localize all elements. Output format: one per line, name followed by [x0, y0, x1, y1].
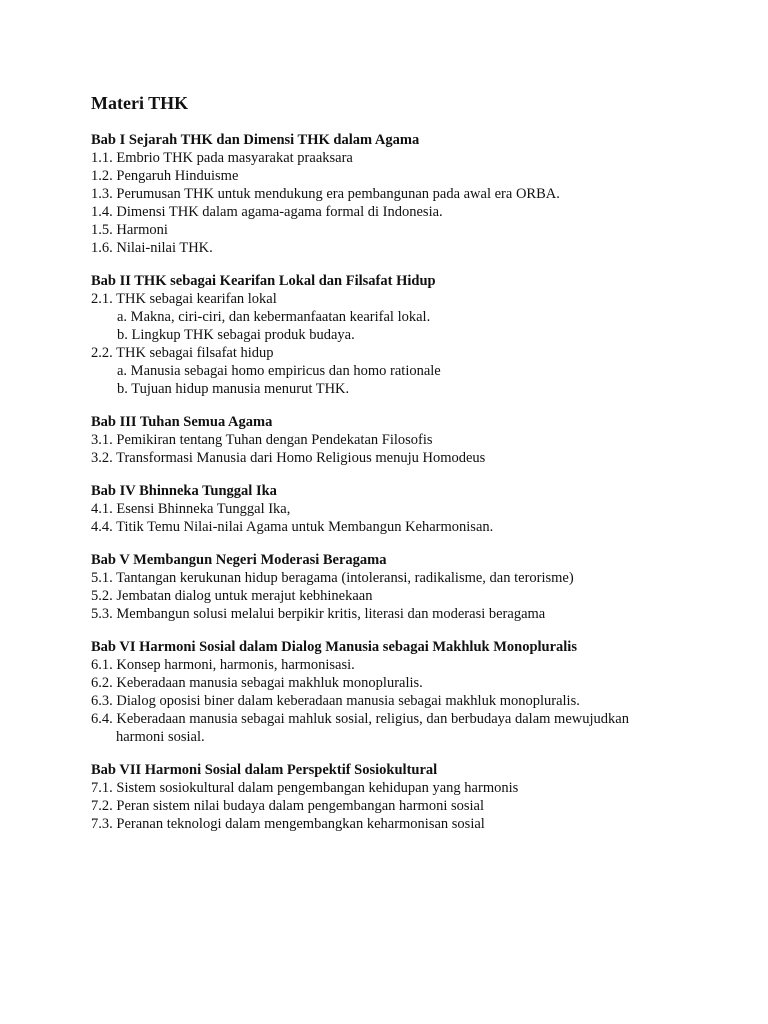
chapter-heading: Bab II THK sebagai Kearifan Lokal dan Filsafat Hidup — [91, 273, 436, 289]
list-item: 2.2. THK sebagai filsafat hidup — [91, 345, 274, 361]
list-item: 2.1. THK sebagai kearifan lokal — [91, 291, 277, 307]
list-item: 4.4. Titik Temu Nilai-nilai Agama untuk Membangun Keharmonisan. — [91, 519, 494, 535]
list-item: 6.2. Keberadaan manusia sebagai makhluk monopluralis. — [91, 675, 423, 691]
list-item: 6.1. Konsep harmoni, harmonis, harmonisasi. — [91, 657, 355, 673]
list-item: 1.2. Pengaruh Hinduisme — [91, 168, 239, 184]
chapter-heading: Bab IV Bhinneka Tunggal Ika — [91, 483, 277, 499]
chapter-heading: Bab III Tuhan Semua Agama — [91, 414, 273, 430]
list-item: 1.1. Embrio THK pada masyarakat praaksara — [91, 150, 353, 166]
document-title: Materi THK — [91, 93, 189, 113]
list-item: 1.6. Nilai-nilai THK. — [91, 240, 213, 256]
list-item: 1.4. Dimensi THK dalam agama-agama formal di Indonesia. — [91, 204, 443, 220]
list-item: 5.3. Membangun solusi melalui berpikir kritis, literasi dan moderasi beragama — [91, 606, 546, 622]
list-item: 1.3. Perumusan THK untuk mendukung era pembangunan pada awal era ORBA. — [91, 186, 560, 202]
chapter-3 — [91, 413, 731, 467]
chapter-heading: Bab V Membangun Negeri Moderasi Beragama — [91, 552, 387, 568]
list-item: 7.3. Peranan teknologi dalam mengembangkan keharmonisan sosial — [91, 816, 485, 832]
list-subitem: a. Manusia sebagai homo empiricus dan homo rationale — [117, 363, 441, 379]
list-subitem: b. Tujuan hidup manusia menurut THK. — [117, 381, 350, 397]
chapter-heading: Bab VII Harmoni Sosial dalam Perspektif Sosiokultural — [91, 762, 438, 778]
list-item: 1.5. Harmoni — [91, 222, 168, 238]
list-subitem: b. Lingkup THK sebagai produk budaya. — [117, 327, 355, 343]
chapter-heading: Bab I Sejarah THK dan Dimensi THK dalam Agama — [91, 132, 420, 148]
list-item: 3.1. Pemikiran tentang Tuhan dengan Pendekatan Filosofis — [91, 432, 433, 448]
list-subitem: a. Makna, ciri-ciri, dan kebermanfaatan kearifal lokal. — [117, 309, 431, 325]
list-item: 7.2. Peran sistem nilai budaya dalam pengembangan harmoni sosial — [91, 798, 485, 814]
list-item: 5.2. Jembatan dialog untuk merajut kebhinekaan — [91, 588, 373, 604]
chapter-4 — [91, 482, 731, 536]
chapter-6 — [91, 638, 731, 746]
chapter-1 — [91, 131, 731, 257]
list-item: 6.4. Keberadaan manusia sebagai mahluk sosial, religius, dan berbudaya dalam mewujudkan harmoni sosial. — [91, 711, 629, 745]
chapter-2 — [91, 272, 731, 398]
document-page — [91, 92, 731, 848]
list-item: 3.2. Transformasi Manusia dari Homo Religious menuju Homodeus — [91, 450, 486, 466]
chapter-7 — [91, 761, 731, 833]
chapter-heading: Bab VI Harmoni Sosial dalam Dialog Manusia sebagai Makhluk Monopluralis — [91, 639, 577, 655]
list-item: 4.1. Esensi Bhinneka Tunggal Ika, — [91, 501, 291, 517]
chapter-5 — [91, 551, 731, 623]
list-item: 6.3. Dialog oposisi biner dalam keberadaan manusia sebagai makhluk monopluralis. — [91, 693, 580, 709]
list-item: 7.1. Sistem sosiokultural dalam pengembangan kehidupan yang harmonis — [91, 780, 519, 796]
list-item: 5.1. Tantangan kerukunan hidup beragama (intoleransi, radikalisme, dan terorisme) — [91, 570, 574, 586]
